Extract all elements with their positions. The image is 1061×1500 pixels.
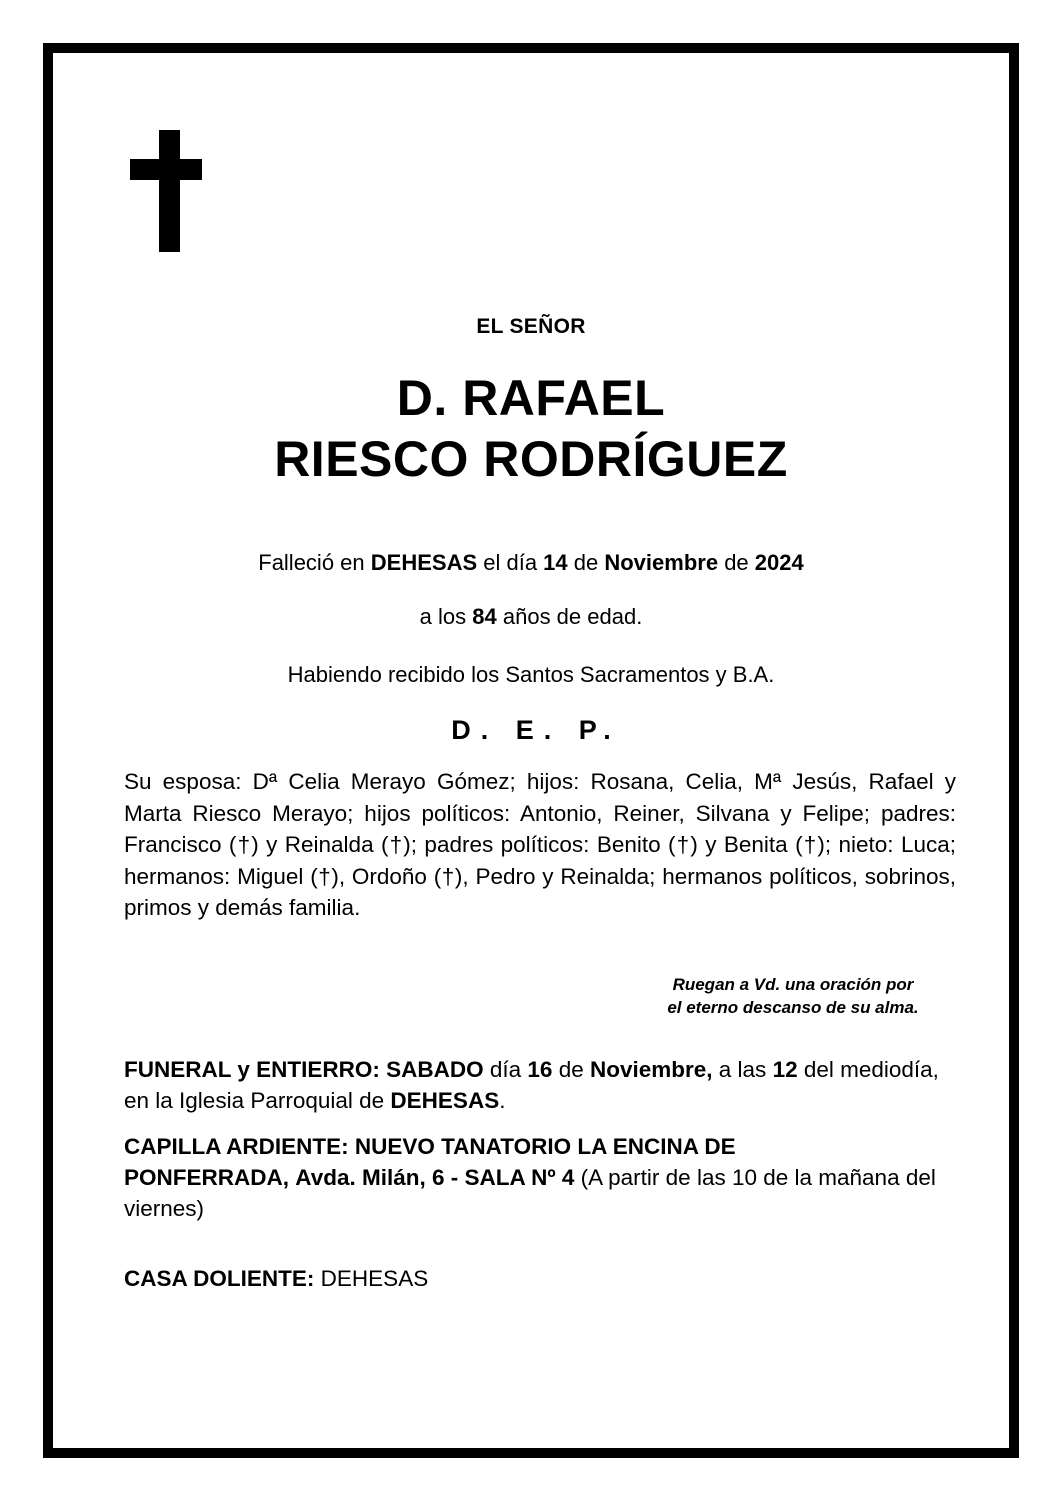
chapel-hours: (A partir de las 10 de la mañana del viernes) xyxy=(124,1165,936,1221)
death-statement xyxy=(53,548,1009,578)
funeral-time-prefix: a las xyxy=(712,1057,773,1082)
funeral-time-suffix: del mediodía, en la Iglesia Parroquial de xyxy=(124,1057,939,1113)
deceased-name xyxy=(53,368,1009,490)
chapel-address: Avda. Milán, 6 - SALA Nº 4 xyxy=(295,1165,575,1190)
death-mid-3: de xyxy=(718,550,755,575)
death-day: 14 xyxy=(543,550,568,575)
esquela-frame xyxy=(43,43,1019,1458)
prayer-line-2: el eterno descanso de su alma. xyxy=(667,998,919,1017)
sacraments-statement: Habiendo recibido los Santos Sacramentos y B.A. xyxy=(287,662,775,687)
age-value: 84 xyxy=(472,604,497,629)
funeral-end: . xyxy=(499,1088,506,1113)
chapel-service-info xyxy=(124,1131,956,1224)
deceased-name-line-2: RIESCO RODRÍGUEZ xyxy=(274,431,788,487)
prayer-line-1: Ruegan a Vd. una oración por xyxy=(672,975,914,994)
house-value: DEHESAS xyxy=(314,1266,429,1291)
funeral-day: 16 xyxy=(527,1057,553,1082)
house-label: CASA DOLIENTE: xyxy=(124,1266,315,1291)
death-year: 2024 xyxy=(754,550,804,575)
cross-vertical-bar xyxy=(159,130,180,252)
age-suffix: años de edad. xyxy=(496,604,643,629)
prayer-request xyxy=(628,973,958,1019)
funeral-service-info xyxy=(124,1054,956,1116)
funeral-place: DEHESAS xyxy=(390,1088,500,1113)
death-place: DEHESAS xyxy=(370,550,478,575)
mourning-house-info xyxy=(124,1263,956,1294)
dep-abbreviation: D. E. P. xyxy=(451,715,621,745)
honorific-label: EL SEÑOR xyxy=(476,315,586,338)
chapel-venue: NUEVO TANATORIO LA ENCINA DE PONFERRADA, xyxy=(124,1134,736,1190)
funeral-label: FUNERAL y ENTIERRO: xyxy=(124,1057,380,1082)
funeral-time: 12 xyxy=(772,1057,798,1082)
age-statement xyxy=(53,602,1009,632)
funeral-weekday: SABADO xyxy=(386,1057,484,1082)
esquela-content xyxy=(53,53,1009,1448)
funeral-month-prefix: de xyxy=(552,1057,590,1082)
latin-cross-icon xyxy=(130,130,202,252)
death-month: Noviembre xyxy=(604,550,719,575)
death-mid-1: el día xyxy=(477,550,544,575)
funeral-month: Noviembre, xyxy=(589,1057,713,1082)
family-survivors-paragraph: Su esposa: Dª Celia Merayo Gómez; hijos: Rosana, Celia, Mª Jesús, Rafael y Marta Riesco Merayo; hijos políticos: Antonio, Reiner, Silvana y Felipe; padres: Francisco (†) y Reinalda (†); padres políticos: Benito (†) y Benita (†); nieto: Luca; hermanos: Miguel (†), Ordoño (†), Pedro y Reinalda; hermanos políticos, sobrinos, primos y demás familia. xyxy=(124,769,956,920)
age-prefix: a los xyxy=(419,604,473,629)
death-mid-2: de xyxy=(567,550,605,575)
chapel-colon: : xyxy=(341,1134,355,1159)
cross-horizontal-bar xyxy=(130,159,202,180)
death-prefix: Falleció en xyxy=(258,550,371,575)
deceased-name-line-1: D. RAFAEL xyxy=(396,370,666,426)
funeral-day-prefix: día xyxy=(483,1057,528,1082)
chapel-label: CAPILLA ARDIENTE xyxy=(124,1134,342,1159)
